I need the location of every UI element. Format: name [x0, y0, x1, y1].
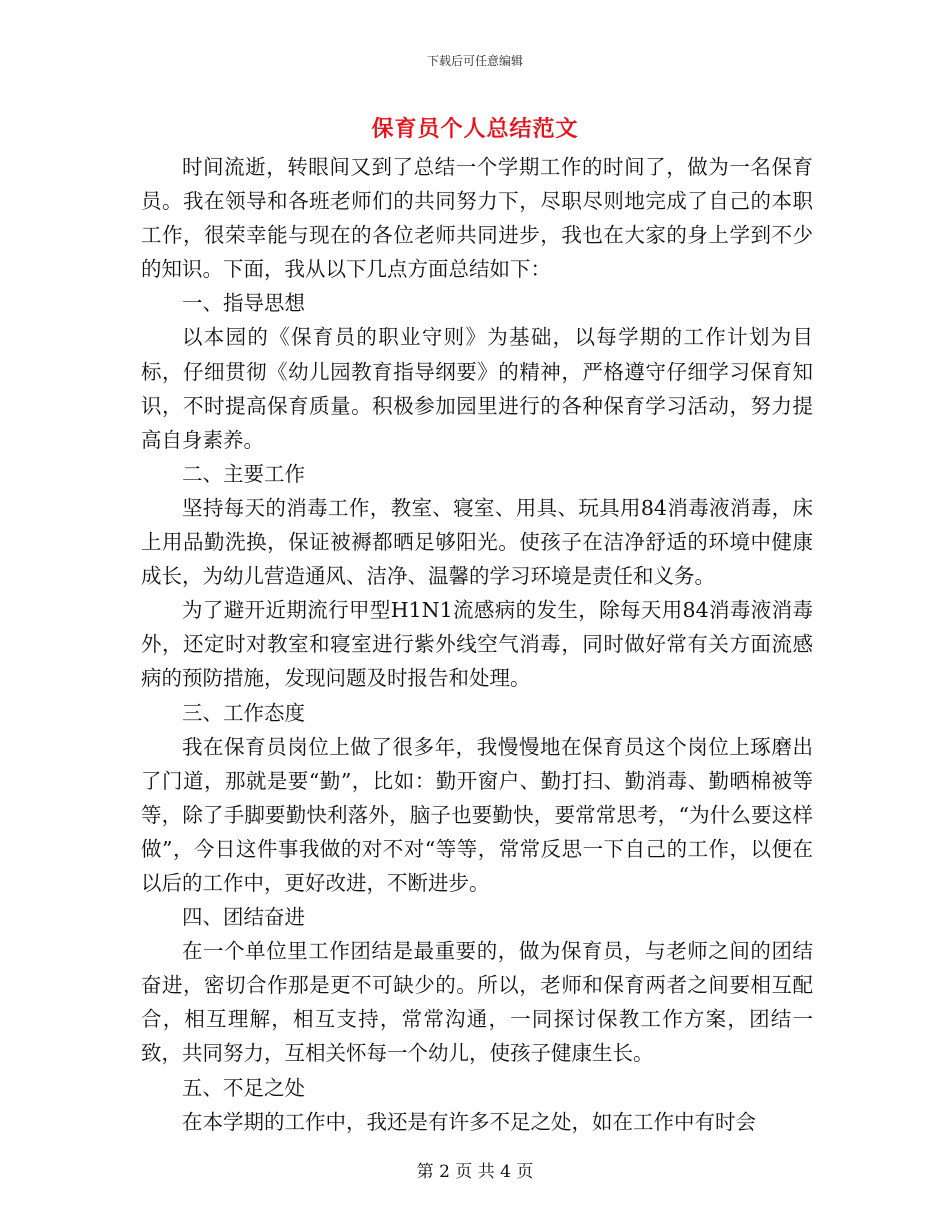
paragraph-section-4: 在一个单位里工作团结是最重要的，做为保育员，与老师之间的团结奋进，密切合作那是更不可缺少的。所以，老师和保育两者之间要相互配合，相互理解，相互支持，常常沟通，一同探讨保教工作方案，团结一致，共同努力，互相关怀每一个幼儿，使孩子健康生长。: [141, 939, 813, 1066]
section-heading-1: 一、指导思想: [182, 291, 305, 316]
paragraph-section-2a: 坚持每天的消毒工作，教室、寝室、用具、玩具用84消毒液消毒，床上用品勤洗换，保证被褥都晒足够阳光。使孩子在洁净舒适的环境中健康成长，为幼儿营造通风、洁净、温馨的学习环境是责任和义务。: [141, 495, 813, 589]
paragraph-section-3: 我在保育员岗位上做了很多年，我慢慢地在保育员这个岗位上琢磨出了门道，那就是要“勤”，比如：勤开窗户、勤打扫、勤消毒、勤晒棉被等等，除了手脚要勤快利落外，脑子也要勤快，要常常思考，“为什么要这样做”，今日这件事我做的对不对“等等，常常反思一下自己的工作，以便在以后的工作中，更好改进，不断进步。: [141, 734, 813, 895]
section-heading-3: 三、工作态度: [182, 700, 305, 725]
page-footer-number: 第 2 页 共 4 页: [416, 1162, 534, 1182]
page-header-note: 下载后可任意编辑: [426, 54, 523, 68]
paragraph-section-2b: 为了避开近期流行甲型H1N1流感病的发生，除每天用84消毒液消毒外，还定时对教室和寝室进行紫外线空气消毒，同时做好常有关方面流感病的预防措施，发现问题及时报告和处理。: [141, 598, 813, 691]
paragraph-intro: 时间流逝，转眼间又到了总结一个学期工作的时间了，做为一名保育员。我在领导和各班老师们的共同努力下，尽职尽则地完成了自己的本职工作，很荣幸能与现在的各位老师共同进步，我也在大家的身上学到不少的知识。下面，我从以下几点方面总结如下：: [141, 155, 813, 282]
section-heading-2: 二、主要工作: [182, 461, 305, 486]
document-title: 保育员个人总结范文: [371, 116, 579, 142]
paragraph-section-5: 在本学期的工作中，我还是有许多不足之处，如在工作中有时会: [182, 1109, 756, 1134]
document-body: [141, 150, 813, 1139]
section-heading-4: 四、团结奋进: [182, 905, 305, 930]
section-heading-5: 五、不足之处: [182, 1075, 305, 1100]
paragraph-section-1: 以本园的《保育员的职业守则》为基础，以每学期的工作计划为目标，仔细贯彻《幼儿园教育指导纲要》的精神，严格遵守仔细学习保育知识，不时提高保育质量。积极参加园里进行的各种保育学习活动，努力提高自身素养。: [141, 325, 813, 452]
